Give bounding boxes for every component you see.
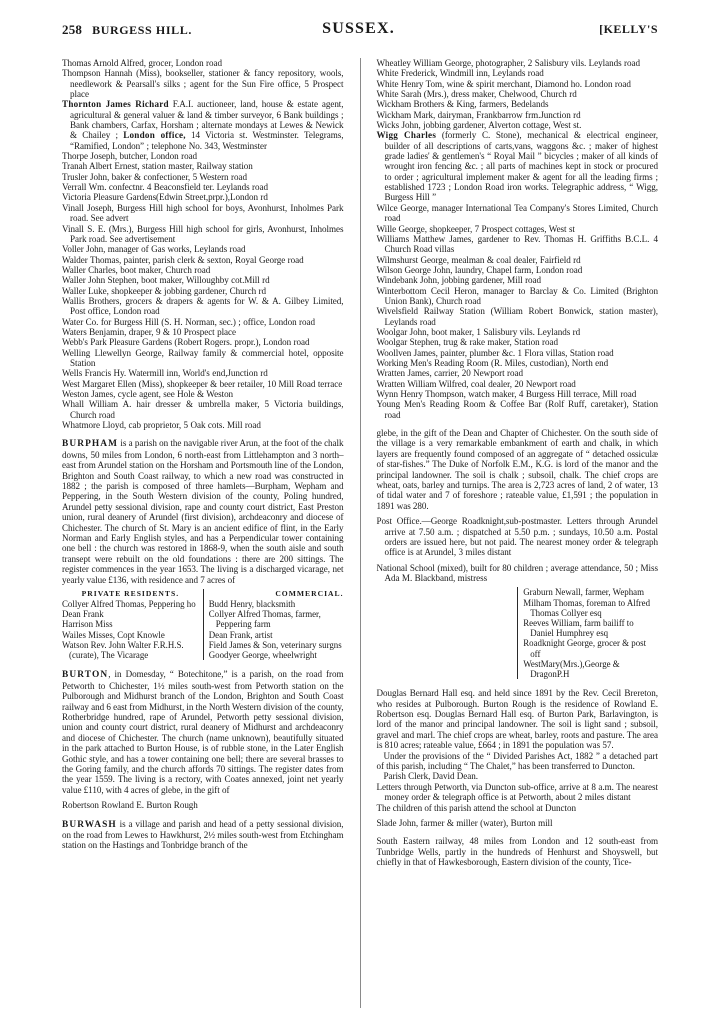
burton-children-school: The children of this parish attend the school at Duncton: [376, 802, 576, 813]
sub-directory-entry: Dean Frank: [62, 609, 104, 620]
directory-entry: Woollven James, painter, plumber &c. 1 Flora villas, Station road: [376, 347, 614, 358]
sub-directory-entry: Collyer Alfred Thomas, Peppering ho: [62, 599, 196, 610]
burpham-national-school: National School (mixed), built for 80 children ; average attendance, 50 ; Miss Ada M. Blackband, mistress: [376, 562, 658, 583]
directory-entry: Whatmore Lloyd, cab proprietor, 5 Oak cots. Mill road: [62, 420, 261, 431]
sub-directory-entry: Goodyer George, wheelwright: [208, 650, 317, 661]
directory-entry: Wratten James, carrier, 20 Newport road: [376, 368, 524, 379]
directory-entry: West Margaret Ellen (Miss), shopkeeper & beer retailer, 10 Mill Road terrace: [62, 378, 343, 389]
column-divider-rule: [360, 58, 361, 1008]
directory-entry: Wratten William Wilfred, coal dealer, 20 Newport road: [376, 378, 576, 389]
directory-entry: Waller Charles, boot maker, Church road: [62, 264, 211, 275]
directory-entry: Wilce George, manager International Tea Company's Stores Limited, Church road: [376, 202, 658, 224]
directory-entry: Wickham Mark, dairyman, Frankbarrow frm.Junction rd: [376, 109, 581, 120]
parish-article-burpham: BURPHAM is a parish on the navigable river Arun, at the foot of the chalk downs, 50 miles from London, 6 north-east from Littlehampton and 3 north–east from Arundel station on the Horsham and Portsmouth line of the London, Brighton and South Coast railway, to which a new road was constructed in 1882 ; the parish is composed of three hamlets—Burpham, Wepham and Peppering, in the South Western division of the county, Poling hundred, Arundel petty sessional division, rape and county court district, East Preston union, rural deanery of Arundel (first division), archdeaconry and diocese of Chichester. The church of St. Mary is an ancient edifice of flint, in the Early Norman and Early English styles, and has a Perpendicular tower containing one bell : the church was restored in 1868-9, when the south aisle and south transept were rebuilt on the old foundations : there are 200 sittings. The register commences in the year 1653. The living is a discharged vicarage, net yearly value £136, with residence and 7 acres of: [62, 438, 344, 585]
right-column: [376, 58, 658, 1008]
directory-entry: Winterbottom Cecil Heron, manager to Barclay & Co. Limited (Brighton Union Bank), Church road: [376, 285, 658, 306]
parish-article-burpham-continued: glebe, in the gift of the Dean and Chapter of Chichester. On the south side of the village is a very remarkable embankment of earth and chalk, in which layers are frequently found composed of an aggregate of “ detached ossiculæ of star-fishes.” The Duke of Norfolk E.M., K.G. is lord of the manor and the principal landowner. The soil is chalk ; subsoil, chalk. The chief crops are wheat, oats, barley and turnips. The area is 2,723 acres of land, 2 of water, 13 of tidal water and 7 of foreshore ; rateable value, £1,591 ; the population in 1891 was 280.: [376, 428, 658, 511]
parish-article-burwash-continued: South Eastern railway, 48 miles from London and 12 south-east from Tunbridge Wells, partly in the hundreds of Henhurst and Shoyswell, but chiefly in that of Hawkesborough, Eastern division of the county, Tice-: [376, 836, 658, 868]
directory-entry: Thorpe Joseph, butcher, London road: [62, 151, 198, 162]
sub-directory-entry: Field James & Son, veterinary surgns: [208, 639, 342, 650]
directory-entry: Wicks John, jobbing gardener, Alverton cottage, West st.: [376, 120, 582, 131]
vertical-space: [62, 430, 344, 438]
vertical-space: [62, 811, 344, 819]
column-container: [62, 58, 658, 1008]
directory-entry: Voller John, manager of Gas works, Leylands road: [62, 244, 246, 255]
directory-entry: Woolgar Stephen, trug & rake maker, Station road: [376, 337, 558, 348]
directory-entry: White Frederick, Windmill inn, Leylands road: [376, 68, 544, 79]
directory-entry: Wells Francis Hy. Watermill inn, World's end,Junction rd: [62, 368, 268, 379]
directory-entry: Webb's Park Pleasure Gardens (Robert Rogers. propr.), London road: [62, 337, 310, 348]
directory-entry: Whall William A. hair dresser & umbrella maker, 5 Victoria buildings, Church road: [62, 399, 344, 420]
burpham-private-residents-column-continued: [376, 587, 517, 679]
commercial-heading: COMMERCIAL.: [275, 589, 344, 599]
directory-entry: Weston James, cycle agent, see Hole & Weston: [62, 389, 234, 399]
directory-entry: Wille George, shopkeeper, 7 Prospect cottages, West st: [376, 223, 575, 234]
directory-entry: Welling Llewellyn George, Railway family & commercial hotel, opposite Station: [62, 347, 344, 368]
burton-divided-parishes-act: Under the provisions of the “ Divided Parishes Act, 1882 ” a detached part of this parish, including “ The Chalet,” has been transferred to Duncton.: [376, 750, 658, 772]
directory-entry: Windebank John, jobbing gardener, Mill road: [376, 275, 542, 286]
directory-entry: Wivelsfield Railway Station (William Robert Bonwick, station master), Leylands road: [376, 306, 658, 327]
running-head-place: BURGESS HILL.: [92, 23, 192, 37]
directory-entry: Walder Thomas, painter, parish clerk & sexton, Royal George road: [62, 254, 304, 265]
sub-directory-entry: Collyer Alfred Thomas, farmer, Peppering farm: [208, 609, 321, 630]
directory-entry: Thomas Arnold Alfred, grocer, London road: [62, 58, 222, 68]
directory-entry: Victoria Pleasure Gardens(Edwin Street,prpr.),London rd: [62, 192, 268, 203]
directory-entry: Working Men's Reading Room (R. Miles, custodian), North end: [376, 357, 609, 368]
burton-parish-clerk: Parish Clerk, David Dean.: [383, 771, 478, 782]
sub-directory-entry: Watson Rev. John Walter F.R.H.S. (curate), The Vicarage: [62, 639, 184, 661]
parish-article-burton: BURTON, in Domesday, “ Botechitone,” is a parish, on the road from Petworth to Chichester, 1½ miles south-west from Petworth station on the Pulborough and Midhurst branch of the London, Brighton and South Coast railway and 6 east from Midhurst, in the North Western division of the county, Rotherbridge hundred, rape of Arundel, Petworth petty sessional division, union and county court district, rural deanery of Midhurst and archdeaconry and diocese of Chichester. The church (name unknown), beautifully situated in the park attached to Burton House, is of rubble stone, in the Later English Gothic style, and has a tower containing one bell; there are several brasses to the Goring family, and the church affords 70 sittings. The register dates from the year 1559. The living is a rectory, with Coates annexed, joint net yearly value £110, with 4 acres of glebe, in the gift of: [62, 669, 344, 795]
sub-directory-entry: Dean Frank, artist: [208, 629, 273, 640]
directory-entry: Waters Benjamin, draper, 9 & 10 Prospect place: [62, 326, 237, 337]
burpham-commercial-column: [203, 589, 344, 660]
running-head: [62, 22, 658, 44]
directory-entry: Wheatley William George, photographer, 2 Salisbury vils. Leylands road: [376, 58, 640, 68]
directory-entry: Trusler John, baker & confectioner, 5 Western road: [62, 171, 247, 182]
directory-entry: Waller John Stephen, boot maker, Willoughby cot.Mill rd: [62, 275, 270, 286]
running-head-county: SUSSEX.: [322, 20, 395, 37]
directory-entry: Williams Matthew James, gardener to Rev. Thomas H. Griffiths B.C.L. 4 Church Road villas: [376, 233, 658, 255]
directory-entry: Wynn Henry Thompson, watch maker, 4 Burgess Hill terrace, Mill road: [376, 389, 637, 399]
burpham-sub-directory-continued: [376, 587, 658, 679]
sub-directory-entry: Budd Henry, blacksmith: [208, 599, 296, 610]
burton-letters: Letters through Petworth, via Duncton sub-office, arrive at 8 a.m. The nearest money order & telegraph office is at Petworth, about 2 miles distant: [376, 781, 658, 803]
parish-name: BURPHAM: [62, 439, 119, 450]
directory-entry: Tranah Albert Ernest, station master, Railway station: [62, 161, 253, 172]
parish-article-burton-continued: Douglas Bernard Hall esq. and held since 1891 by the Rev. Cecil Brereton, who resides at Pulborough. Burton Rough is the residence of Rowland E. Robertson esq. Douglas Bernard Hall esq. of Burton Park, Barlavington, is lord of the manor and principal landowner. The soil is light sand ; subsoil, gravel and marl. The chief crops are wheat, barley, roots and pasture. The area is 810 acres; rateable value, £664 ; in 1891 the population was 57.: [376, 688, 658, 751]
directory-entry: Vinall Joseph, Burgess Hill high school for boys, Avonhurst, Inholmes Park road. See advert: [62, 202, 344, 224]
sub-directory-entry: Milham Thomas, foreman to Alfred Thomas Collyer esq: [523, 597, 651, 618]
directory-entry: Wallis Brothers, grocers & drapers & agents for W. & A. Gilbey Limited, Post office, London road: [62, 295, 344, 317]
directory-entry: Wilson George John, laundry, Chapel farm, London road: [376, 264, 583, 275]
burpham-private-residents-column: [62, 589, 203, 660]
parish-name: BURWASH: [62, 819, 117, 830]
sub-directory-entry: Harrison Miss: [62, 619, 113, 630]
directory-entry: White Sarah (Mrs.), dress maker, Chelwood, Church rd: [376, 89, 577, 100]
directory-entry: White Henry Tom, wine & spirit merchant, Diamond ho. London road: [376, 78, 631, 89]
burpham-commercial-column-continued: [517, 587, 658, 679]
vertical-space: [376, 420, 658, 428]
directory-entry: Vinall S. E. (Mrs.), Burgess Hill high school for girls, Avonhurst, Inholmes Park road. See advertisement: [62, 223, 344, 244]
directory-entry: Wickham Brothers & King, farmers, Bedelands: [376, 99, 549, 110]
directory-entry: Thornton James Richard F.A.I. auctioneer, land, house & estate agent, agricultural & general valuer & land & timber surveyor, 6 Bank buildings ; Bank chambers, Carfax, Horsham ; alternate mondays at Lewes & Newick & Chailey ; London office, 14 Victoria st. Westminster. Telegrams, “Ramified, London” ; telephone No. 343, Westminster: [62, 99, 344, 151]
parish-name: BURTON: [62, 670, 109, 681]
directory-entry: Wigg Charles (formerly C. Stone), mechanical & electrical engineer, builder of all descriptions of carts,vans, waggons &c. ; maker of highest grade ladies' & gentlemen's “ Royal Mail ” bicycles ; maker of all kinds of wrought iron fencing &c. ; all parts of machines kept in stock or procured to order ; agricultural implement maker & agent for all the leading firms ; established 1723 ; London Road iron works. Telegraphic address, “ Wigg, Burgess Hill ”: [376, 130, 658, 203]
sub-directory-entry: Reeves William, farm bailiff to Daniel Humphrey esq: [523, 617, 634, 639]
directory-entry: Water Co. for Burgess Hill (S. H. Norman, sec.) ; office, London road: [62, 316, 315, 327]
running-head-publisher: [KELLY'S: [599, 22, 658, 36]
directory-entry: Robertson Rowland E. Burton Rough: [62, 800, 198, 811]
directory-entry: Slade John, farmer & miller (water), Burton mill: [376, 817, 553, 828]
sub-directory-entry: Wailes Misses, Copt Knowle: [62, 629, 165, 640]
sub-directory-entry: Roadknight George, grocer & post off: [523, 638, 647, 659]
directory-entry: Verrall Wm. confectnr. 4 Beaconsfield ter. Leylands road: [62, 182, 268, 193]
sub-directory-entry: WestMary(Mrs.),George & DragonP.H: [523, 658, 620, 679]
directory-entry: Wilmshurst George, mealman & coal dealer, Fairfield rd: [376, 254, 581, 265]
burpham-sub-directory: [62, 589, 344, 660]
left-column: [62, 58, 344, 1008]
directory-entry: Young Men's Reading Room & Coffee Bar (Rolf Ruff, caretaker), Station road: [376, 399, 658, 420]
sub-directory-entry: Graburn Newall, farmer, Wepham: [523, 587, 644, 598]
directory-entry: Thompson Hannah (Miss), bookseller, stationer & fancy repository, wools, needlework & Pearsall's silks ; agent for the Sun Fire office, 5 Prospect place: [62, 68, 344, 100]
directory-entry: Waller Luke, shopkeeper & jobbing gardener, Church rd: [62, 285, 266, 296]
page-folio: 258: [62, 22, 83, 37]
private-residents-heading: PRIVATE RESIDENTS.: [81, 589, 180, 599]
vertical-space: [376, 828, 658, 836]
burpham-post-office: Post Office.—George Roadknight,sub-postmaster. Letters through Arundel arrive at 7.50 a.m. ; dispatched at 5.50 p.m. ; sundays, 10.50 a.m. Postal orders are issued here, but not paid. The nearest money order & telegraph office is at Arundel, 3 miles distant: [376, 516, 658, 558]
running-head-left: [62, 22, 192, 38]
parish-article-burwash: BURWASH is a village and parish and head of a petty sessional division, on the road from Lewes to Hawkhurst, 2½ miles south-west from Etchingham station on the Hastings and Tonbridge branch of the: [62, 818, 344, 851]
directory-entry: Woolgar John, boot maker, 1 Salisbury vils. Leylands rd: [376, 326, 581, 337]
